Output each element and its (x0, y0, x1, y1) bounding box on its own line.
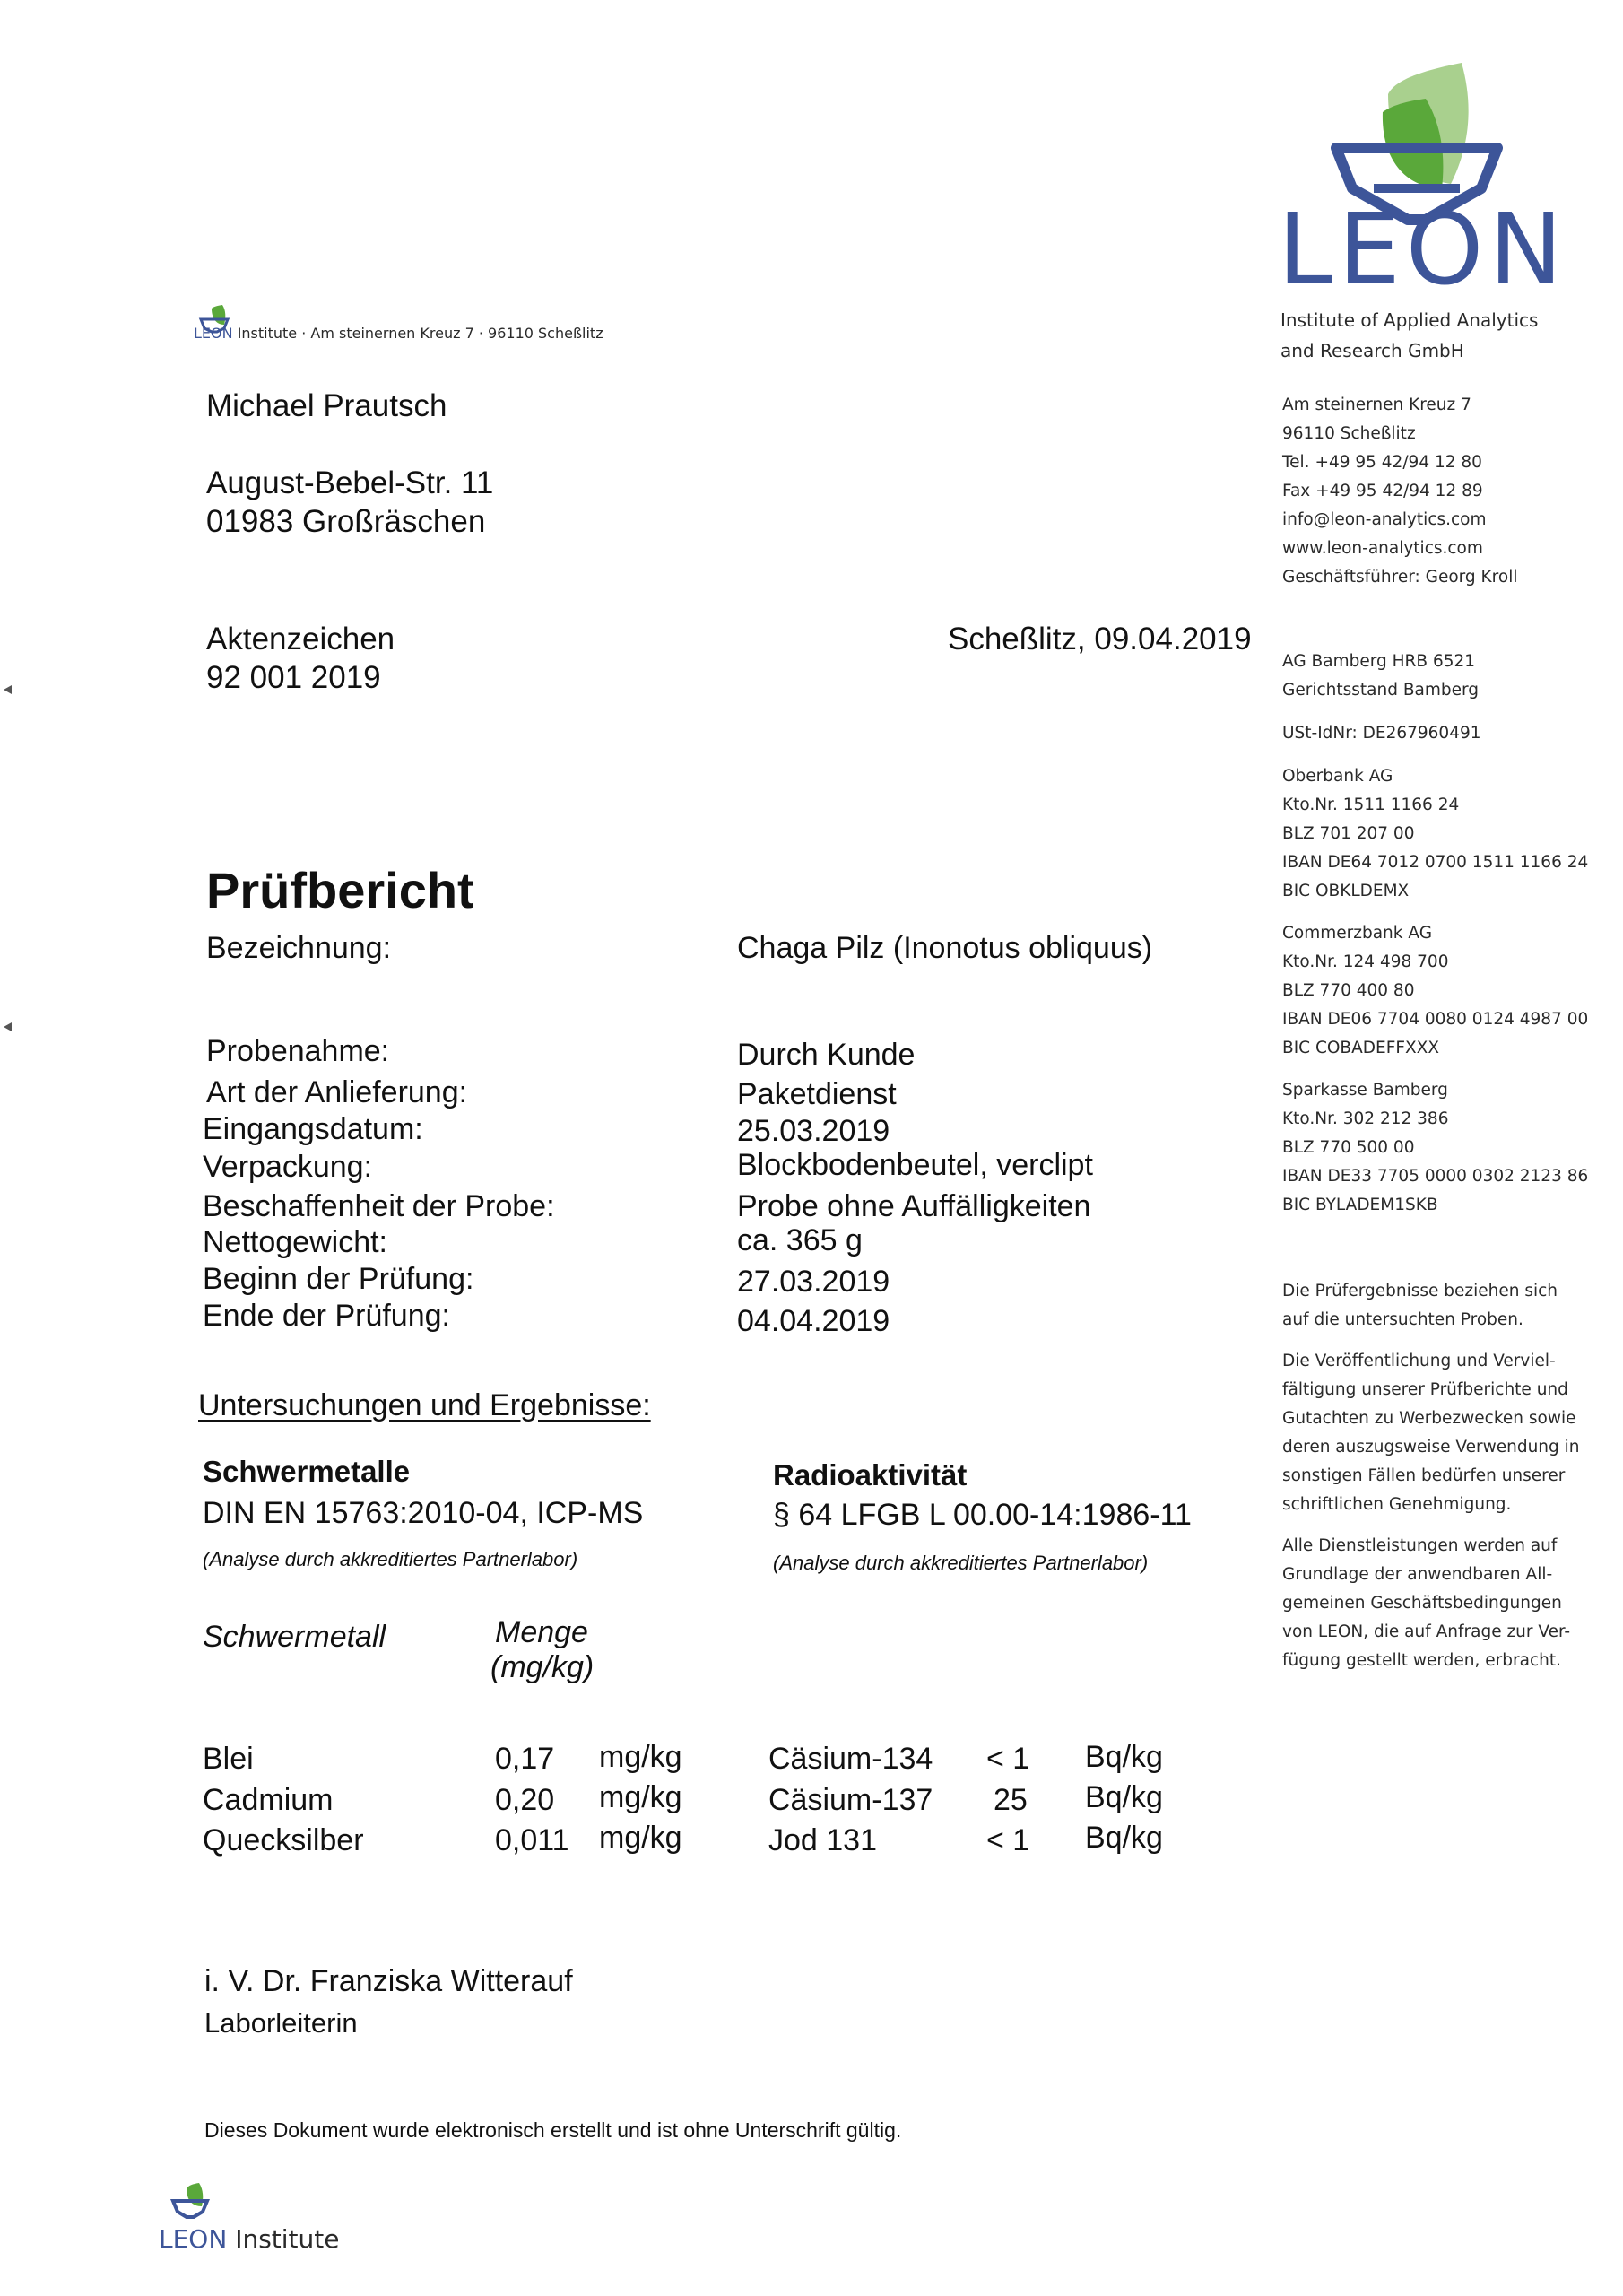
sidebar-line: IBAN DE33 7705 0000 0302 2123 86 (1282, 1167, 1589, 1186)
radioactivity-note: (Analyse durch akkreditiertes Partnerlabor) (773, 1552, 1149, 1574)
sidebar-line: Tel. +49 95 42/94 12 80 (1282, 453, 1482, 472)
recipient-city: 01983 Großräschen (206, 504, 486, 539)
sidebar-address (1282, 391, 1517, 592)
results-heading: Untersuchungen und Ergebnisse: (198, 1388, 651, 1422)
sidebar-line: BIC COBADEFFXXX (1282, 1039, 1440, 1057)
column-header-amount: Menge (495, 1615, 588, 1649)
sidebar-line: AG Bamberg HRB 6521 (1282, 652, 1476, 671)
sidebar-line: IBAN DE06 7704 0080 0124 4987 00 (1282, 1010, 1589, 1029)
field-label: Probenahme: (206, 1034, 390, 1068)
heavy-metal-value: 0,17 (495, 1742, 555, 1776)
sidebar-line: BLZ 770 400 80 (1282, 981, 1415, 1000)
sidebar-line: Am steinernen Kreuz 7 (1282, 396, 1471, 414)
sidebar-line: sonstigen Fällen bedürfen unserer (1282, 1466, 1566, 1485)
field-value: Probe ohne Auffälligkeiten (737, 1189, 1091, 1223)
field-label: Nettogewicht: (203, 1225, 387, 1259)
sidebar-line: fügung gestellt werden, erbracht. (1282, 1651, 1561, 1670)
heavy-metal-name: Cadmium (203, 1783, 334, 1817)
field-label: Beginn der Prüfung: (203, 1262, 474, 1296)
sidebar-line: Die Prüfergebnisse beziehen sich (1282, 1282, 1558, 1300)
heavy-metals-note: (Analyse durch akkreditiertes Partnerlabor) (203, 1548, 578, 1570)
sidebar-line: BIC OBKLDEMX (1282, 882, 1410, 900)
field-label: Eingangsdatum: (203, 1112, 423, 1146)
heavy-metal-unit: mg/kg (599, 1740, 682, 1774)
sidebar-line: Commerzbank AG (1282, 924, 1433, 943)
field-label: Ende der Prüfung: (203, 1299, 450, 1333)
radioactivity-method: § 64 LFGB L 00.00-14:1986-11 (773, 1498, 1192, 1532)
sidebar-line: auf die untersuchten Proben. (1282, 1310, 1523, 1329)
isotope-unit: Bq/kg (1085, 1821, 1163, 1855)
sidebar-tax-id: USt-IdNr: DE267960491 (1282, 724, 1481, 743)
sidebar-note-terms (1282, 1532, 1570, 1675)
reference-label: Aktenzeichen (206, 622, 395, 657)
signatory-role: Laborleiterin (204, 2007, 358, 2039)
reference-value: 92 001 2019 (206, 660, 381, 695)
field-value: Blockbodenbeutel, verclipt (737, 1148, 1093, 1182)
sidebar-line: Gerichtsstand Bamberg (1282, 681, 1480, 700)
sidebar-line: Alle Dienstleistungen werden auf (1282, 1536, 1558, 1555)
field-label: Beschaffenheit der Probe: (203, 1189, 555, 1223)
company-line: Institute of Applied Analytics (1280, 309, 1539, 331)
sidebar-line: von LEON, die auf Anfrage zur Ver- (1282, 1622, 1571, 1641)
sidebar-line: Grundlage der anwendbaren All- (1282, 1565, 1553, 1584)
heavy-metal-value: 0,20 (495, 1783, 555, 1817)
sidebar-line: BLZ 701 207 00 (1282, 824, 1415, 843)
page-title: Prüfbericht (206, 862, 474, 918)
sidebar-line: Fax +49 95 42/94 12 89 (1282, 482, 1483, 500)
sidebar-register (1282, 648, 1479, 705)
footer-logo-icon (163, 2183, 217, 2226)
radioactivity-title: Radioaktivität (773, 1458, 968, 1492)
recipient-name: Michael Prautsch (206, 388, 447, 423)
recipient-street: August-Bebel-Str. 11 (206, 465, 494, 500)
sidebar-bank-commerzbank (1282, 919, 1588, 1063)
footer-logo-institute: Institute (235, 2224, 340, 2254)
heavy-metals-title: Schwermetalle (203, 1455, 411, 1488)
company-line: and Research GmbH (1280, 340, 1464, 361)
sidebar-line: Kto.Nr. 302 212 386 (1282, 1109, 1449, 1128)
sidebar-line: Die Veröffentlichung und Verviel- (1282, 1352, 1556, 1370)
sidebar-line: Kto.Nr. 124 498 700 (1282, 952, 1449, 971)
sidebar-line: info@leon-analytics.com (1282, 510, 1487, 529)
field-label: Art der Anlieferung: (206, 1075, 468, 1109)
sidebar-line: IBAN DE64 7012 0700 1511 1166 24 (1282, 853, 1589, 872)
logo-wordmark: LEON (1278, 192, 1568, 307)
isotope-name: Cäsium-134 (768, 1742, 933, 1776)
sidebar-note-publication (1282, 1347, 1580, 1519)
heavy-metal-unit: mg/kg (599, 1821, 682, 1855)
sender-brand: LEON (194, 325, 233, 342)
sidebar-bank-sparkasse (1282, 1076, 1588, 1220)
field-value: 04.04.2019 (737, 1304, 890, 1338)
sidebar-line: schriftlichen Genehmigung. (1282, 1495, 1512, 1514)
sender-line (194, 325, 603, 342)
footer-logo-text (159, 2224, 339, 2254)
heavy-metal-name: Blei (203, 1742, 254, 1776)
field-value: 25.03.2019 (737, 1114, 890, 1148)
column-header-substance: Schwermetall (203, 1620, 386, 1654)
sidebar-line: BIC BYLADEM1SKB (1282, 1196, 1438, 1214)
sidebar-line: Gutachten zu Werbezwecken sowie (1282, 1409, 1576, 1428)
sidebar-line: 96110 Scheßlitz (1282, 424, 1416, 443)
sidebar-line: BLZ 770 500 00 (1282, 1138, 1415, 1157)
heavy-metals-method: DIN EN 15763:2010-04, ICP-MS (203, 1496, 644, 1530)
signatory-name: i. V. Dr. Franziska Witterauf (204, 1964, 573, 1998)
sidebar-line: gemeinen Geschäftsbedingungen (1282, 1594, 1562, 1613)
heavy-metal-unit: mg/kg (599, 1780, 682, 1814)
sidebar-line: fältigung unserer Prüfberichte und (1282, 1380, 1568, 1399)
isotope-name: Jod 131 (768, 1823, 877, 1857)
sidebar-line: Oberbank AG (1282, 767, 1393, 786)
heavy-metal-name: Quecksilber (203, 1823, 364, 1857)
isotope-value: < 1 (986, 1823, 1030, 1857)
field-value: Durch Kunde (737, 1038, 916, 1072)
field-value: ca. 365 g (737, 1223, 863, 1257)
sidebar-line: deren auszugsweise Verwendung in (1282, 1438, 1580, 1457)
designation-value: Chaga Pilz (Inonotus obliquus) (737, 931, 1153, 965)
heavy-metal-value: 0,011 (495, 1823, 569, 1857)
isotope-unit: Bq/kg (1085, 1780, 1163, 1814)
place-date: Scheßlitz, 09.04.2019 (948, 622, 1252, 657)
sidebar-bank-oberbank (1282, 762, 1588, 906)
field-value: 27.03.2019 (737, 1265, 890, 1299)
isotope-value: < 1 (986, 1742, 1030, 1776)
sidebar-line: Kto.Nr. 1511 1166 24 (1282, 796, 1460, 814)
margin-marker (4, 1022, 12, 1031)
isotope-value: 25 (994, 1783, 1028, 1817)
sender-address: Institute · Am steinernen Kreuz 7 · 96110 Scheßlitz (237, 325, 603, 342)
isotope-unit: Bq/kg (1085, 1740, 1163, 1774)
sidebar-line: Geschäftsführer: Georg Kroll (1282, 568, 1518, 587)
field-value: Paketdienst (737, 1077, 897, 1111)
field-label: Verpackung: (203, 1150, 373, 1184)
margin-marker (4, 685, 12, 694)
footer-logo-brand: LEON (159, 2224, 228, 2254)
company-name (1280, 305, 1538, 366)
column-header-unit: (mg/kg) (490, 1650, 595, 1684)
isotope-name: Cäsium-137 (768, 1783, 933, 1817)
sidebar-line: www.leon-analytics.com (1282, 539, 1483, 558)
designation-label: Bezeichnung: (206, 931, 392, 965)
sidebar-note-results (1282, 1277, 1558, 1335)
sidebar-line: Sparkasse Bamberg (1282, 1081, 1448, 1100)
electronic-notice: Dieses Dokument wurde elektronisch erstellt und ist ohne Unterschrift gültig. (204, 2118, 902, 2142)
